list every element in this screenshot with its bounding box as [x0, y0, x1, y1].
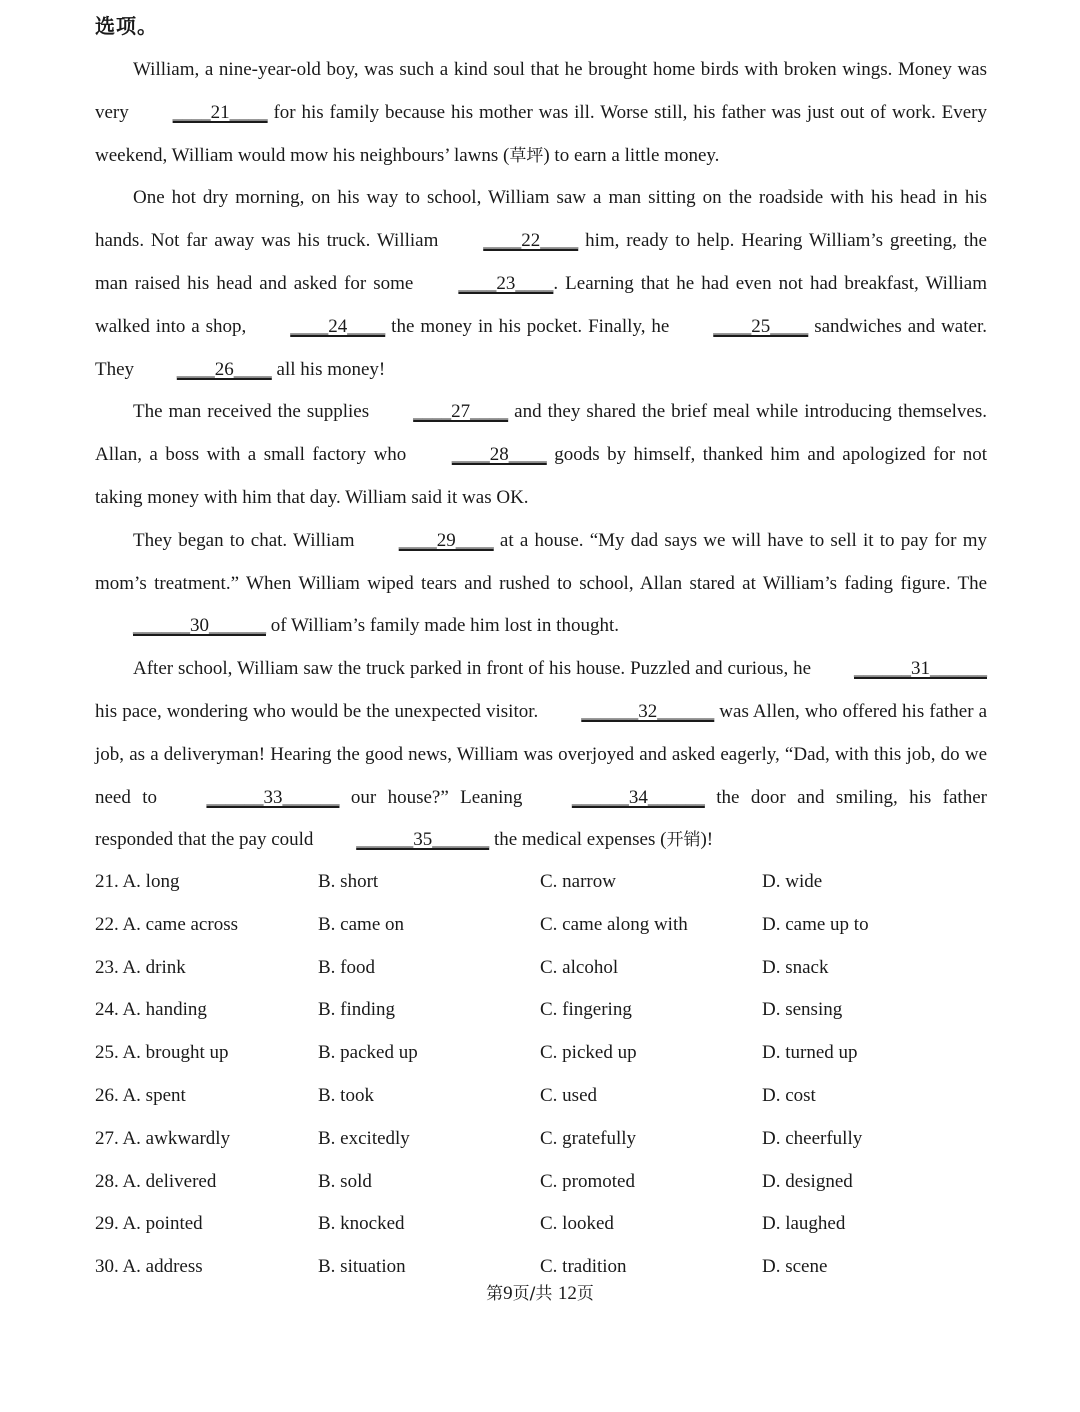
option-b: B. excitedly — [318, 1127, 410, 1149]
blank-24: ____24____ — [290, 315, 386, 337]
text: William, a nine-year-old boy, was such a kind soul that he brought home birds with broken wings. Money was very — [95, 59, 987, 123]
option-c: C. tradition — [540, 1256, 627, 1278]
text: One hot dry morning, on his way to school, William saw a man sitting on the roadside with his head in his hands. Not far away was his truck. William — [95, 187, 987, 252]
option-c: C. used — [540, 1084, 597, 1106]
option-b: B. sold — [318, 1170, 372, 1192]
blank-30: ______30______ — [133, 615, 266, 637]
option-c: C. looked — [540, 1213, 614, 1235]
text: all his money! — [271, 358, 386, 380]
text: for his family because his mother was ill. Worse still, his father was just out of work. Every weekend, William would mow his neighbours’ lawns ( — [95, 101, 987, 166]
text: After school, William saw the truck parked in front of his house. Puzzled and curious, he — [133, 658, 816, 680]
text: our house?” Leaning — [339, 786, 534, 808]
option-a: 23. A. drink — [95, 956, 186, 978]
option-row-26 — [95, 1075, 987, 1118]
option-a: 26. A. spent — [95, 1084, 186, 1106]
option-row-21 — [95, 861, 987, 904]
option-d: D. cheerfully — [762, 1127, 863, 1149]
option-a: 27. A. awkwardly — [95, 1127, 231, 1149]
option-b: B. finding — [318, 999, 396, 1021]
blank-26: ____26____ — [176, 358, 272, 380]
option-c: C. promoted — [540, 1170, 635, 1192]
page-footer — [0, 1280, 1080, 1308]
option-d: D. wide — [762, 871, 823, 892]
option-b: B. packed up — [318, 1042, 418, 1064]
text: and they shared the brief meal while introducing themselves. Allan, a boss with a small factory who — [95, 401, 987, 466]
option-d: D. turned up — [762, 1042, 858, 1064]
blank-32: ______32______ — [581, 700, 715, 722]
option-b: B. situation — [318, 1256, 406, 1278]
paragraph-5 — [95, 648, 987, 862]
footer-middle: 页/共 — [512, 1284, 558, 1304]
text: was Allen, who offered his father a job, as a deliveryman! Hearing the good news, William was overjoyed and asked eagerly, “Dad, with this job, do we need to — [95, 700, 987, 808]
option-row-23 — [95, 947, 987, 990]
cloze-passage — [95, 49, 987, 862]
option-b: B. food — [318, 956, 375, 978]
option-a: 22. A. came across — [95, 913, 238, 935]
option-a: 25. A. brought up — [95, 1042, 229, 1064]
option-row-22 — [95, 904, 987, 947]
blank-21: ____21____ — [172, 101, 268, 123]
option-d: D. cost — [762, 1084, 816, 1106]
option-b: B. took — [318, 1084, 374, 1106]
option-c: C. narrow — [540, 871, 616, 892]
text: sandwiches and water. They — [95, 315, 987, 380]
paragraph-1 — [95, 49, 987, 177]
blank-27: ____27____ — [413, 401, 509, 423]
option-row-25 — [95, 1032, 987, 1075]
text: The man received the supplies — [133, 401, 376, 423]
text: the medical expenses ( — [489, 829, 667, 851]
option-c: C. gratefully — [540, 1127, 637, 1149]
option-d: D. laughed — [762, 1213, 846, 1235]
option-d: D. sensing — [762, 999, 843, 1021]
option-row-27 — [95, 1118, 987, 1161]
chinese-gloss: 开销 — [666, 830, 701, 851]
text: of William’s family made him lost in thought. — [266, 615, 619, 637]
paragraph-3 — [95, 391, 987, 519]
option-c: C. alcohol — [540, 956, 619, 978]
page-number: 9 — [503, 1283, 513, 1304]
footer-suffix: 页 — [576, 1284, 594, 1304]
option-a: 24. A. handing — [95, 999, 207, 1021]
option-b: B. short — [318, 871, 379, 892]
text: the money in his pocket. Finally, he — [385, 315, 676, 337]
option-row-29 — [95, 1203, 987, 1246]
option-a: 28. A. delivered — [95, 1170, 217, 1192]
option-d: D. scene — [762, 1256, 828, 1278]
option-row-24 — [95, 989, 987, 1032]
footer-prefix: 第 — [486, 1284, 504, 1304]
blank-23: ____23____ — [458, 272, 554, 294]
text: the door and smiling, his father responded that the pay could — [95, 786, 987, 851]
blank-22: ____22____ — [483, 230, 579, 252]
blank-35: ______35______ — [356, 829, 490, 851]
page-total: 12 — [557, 1283, 577, 1304]
option-b: B. knocked — [318, 1213, 405, 1235]
blank-29: ____29____ — [398, 529, 494, 551]
text: his pace, wondering who would be the unexpected visitor. — [95, 700, 544, 722]
option-d: D. designed — [762, 1170, 853, 1192]
blank-28: ____28____ — [451, 444, 547, 466]
text: at a house. “My dad says we will have to sell it to pay for my mom’s treatment.” When William wiped tears and rushed to school, Allan stared at William’s fading figure. The — [95, 529, 987, 594]
text: him, ready to help. Hearing William’s greeting, the man raised his head and asked for some — [95, 230, 987, 294]
option-a: 21. A. long — [95, 871, 180, 892]
text: goods by himself, thanked him and apologized for not taking money with him that day. William said it was OK. — [95, 444, 987, 508]
chinese-gloss: 草坪 — [509, 145, 544, 166]
text: )! — [700, 829, 714, 851]
option-d: D. snack — [762, 956, 829, 978]
text: . Learning that he had even not had breakfast, William walked into a shop, — [95, 272, 988, 337]
blank-25: ____25____ — [713, 315, 809, 337]
paragraph-4 — [95, 520, 987, 648]
blank-34: ______34______ — [571, 786, 705, 808]
option-d: D. came up to — [762, 913, 869, 935]
option-c: C. came along with — [540, 913, 688, 935]
text: They began to chat. William — [133, 529, 361, 551]
option-row-28 — [95, 1161, 987, 1204]
section-heading: 选项。 — [95, 14, 158, 38]
blank-33: ______33______ — [206, 786, 340, 808]
option-c: C. fingering — [540, 999, 632, 1021]
paragraph-2 — [95, 177, 987, 391]
answer-options — [95, 861, 987, 1289]
blank-31: ______31______ — [854, 658, 987, 680]
option-a: 30. A. address — [95, 1256, 203, 1278]
option-b: B. came on — [318, 913, 405, 935]
text: ) to earn a little money. — [543, 144, 720, 166]
option-c: C. picked up — [540, 1042, 637, 1064]
option-a: 29. A. pointed — [95, 1213, 203, 1235]
